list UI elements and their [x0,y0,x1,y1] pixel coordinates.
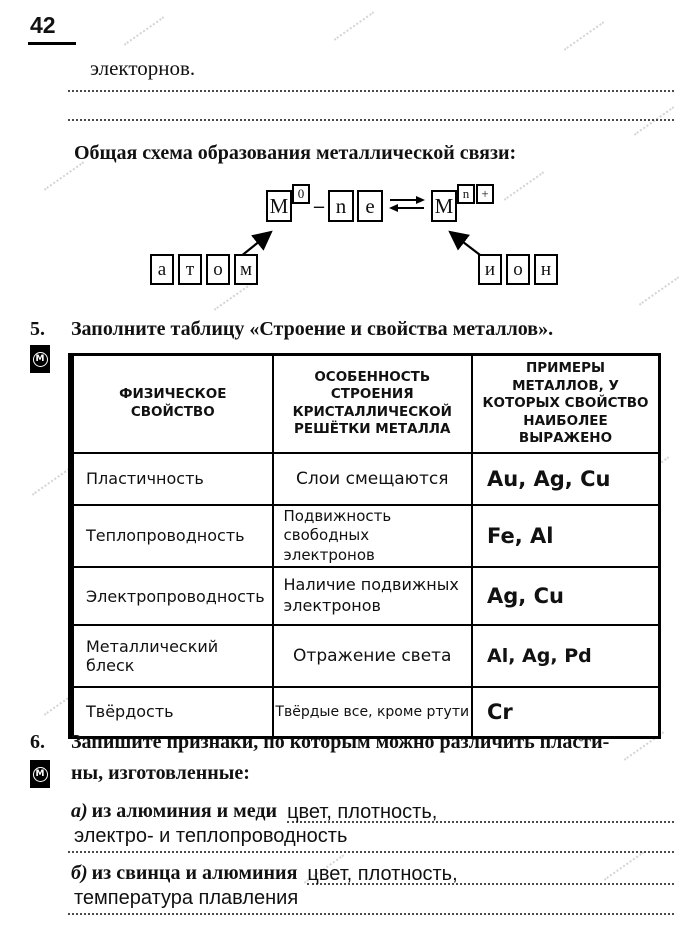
item-a-prompt-text: из алюминия и меди [91,800,278,822]
property-cell: Твёрдость [71,687,273,737]
table-row [71,687,660,737]
header-metal-examples: ПРИМЕРЫ МЕТАЛЛОВ, У КОТОРЫХ СВОЙСТВО НАИБОЛЕЕ ВЫРАЖЕНО [472,355,660,453]
equation-box-n: n [328,190,354,222]
metallurgy-marker-icon [30,345,50,373]
table-row [71,567,660,625]
task6-text-line1: Запишите признаки, по которым можно различить пласти- [71,731,610,753]
item-b-prompt [71,862,307,885]
task5-number: 5. [30,318,45,340]
task6-item-b [71,855,674,885]
item-a-answer-line2: электро- и теплопроводность [74,825,348,847]
feature-answer-cell: Подвижность свободных электронов [273,505,473,568]
letter-box: и [478,254,502,285]
task6-number: 6. [30,731,45,753]
carryover-answer-text: электорнов. [90,56,196,80]
item-b-label: б) [71,862,88,884]
feature-answer-cell: Отражение света [273,625,473,687]
letter-box: н [534,254,558,285]
watermark-speckle [32,466,72,495]
letter-box: а [150,254,174,285]
equation-box-e: e [357,190,383,222]
examples-answer-cell: Au, Ag, Cu [472,453,660,505]
item-a-label: а) [71,800,88,822]
scheme-heading: Общая схема образования металлической связи: [74,142,517,164]
letter-box: о [206,254,230,285]
equation-superscript-n: n [457,184,475,204]
examples-answer-cell: Cr [472,687,660,737]
item-a-prompt [71,800,287,823]
letter-box: т [178,254,202,285]
table-row [71,453,660,505]
item-a-answer-line1: цвет, плотность, [287,801,438,823]
property-cell: Пластичность [71,453,273,505]
ion-label-boxes [478,254,558,285]
header-physical-property: ФИЗИЧЕСКОЕ СВОЙСТВО [71,355,273,453]
header-lattice-feature: ОСОБЕННОСТЬ СТРОЕНИЯ КРИСТАЛЛИЧЕСКОЙ РЕШЁТКИ МЕТАЛЛА [273,355,473,453]
answer-line [287,798,674,823]
letter-box: о [506,254,530,285]
marker-letter: М [33,767,48,782]
examples-answer-cell: Ag, Cu [472,567,660,625]
examples-answer-cell: Fe, Al [472,505,660,568]
page-number: 42 [30,12,56,38]
feature-answer-cell: Твёрдые все, кроме ртути [273,687,473,737]
equation-superscript-zero: 0 [292,184,310,204]
task6-item-a [71,793,674,823]
marker-letter: М [33,352,48,367]
equation-box-m: M [266,190,292,222]
letter-box: м [234,254,258,285]
task6-text-line2: ны, изготовленные: [71,762,250,784]
feature-answer-cell: Наличие подвижных электронов [273,567,473,625]
property-cell: Металлический блеск [71,625,273,687]
item-b-answer-line1: цвет, плотность, [307,863,458,885]
property-cell: Теплопроводность [71,505,273,568]
item-b-prompt-text: из свинца и алюминия [91,862,298,884]
answer-line [307,860,674,885]
answer-line [68,887,674,915]
atom-label-boxes [150,254,258,285]
metallurgy-marker-icon [30,760,50,788]
table-row [71,625,660,687]
item-b-answer-line2: температура плавления [74,887,299,909]
equation-superscript-plus: + [476,184,494,204]
table-header-row [71,355,660,453]
feature-answer-cell: Слои смещаются [273,453,473,505]
property-cell: Электропроводность [71,567,273,625]
pointer-arrows [0,0,700,300]
task5-text: Заполните таблицу «Строение и свойства металлов». [71,318,554,340]
answer-line [68,825,674,853]
minus-sign: – [314,194,324,217]
equation-box-m2: M [431,190,457,222]
table-row [71,505,660,568]
examples-answer-cell: Al, Ag, Pd [472,625,660,687]
metal-properties-table [68,353,661,739]
